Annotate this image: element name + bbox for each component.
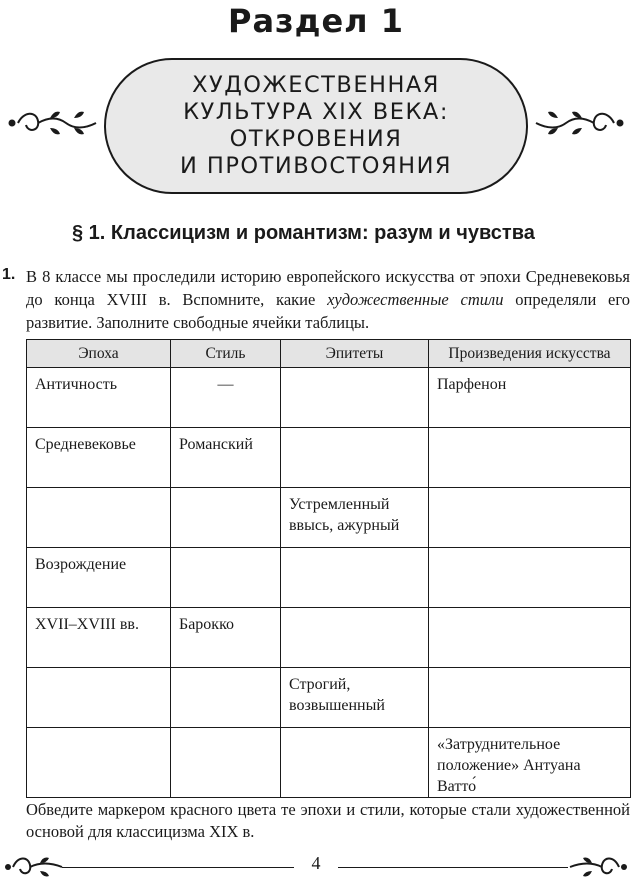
table-cell[interactable] [281,608,429,668]
table-row [27,428,631,488]
table-row [27,368,631,428]
table-cell[interactable] [429,668,631,728]
table-cell: Парфенон [429,368,631,428]
table-row [27,668,631,728]
task-text [26,265,630,334]
banner-line: ОТКРОВЕНИЯ [229,126,403,152]
header-style: Стиль [171,340,281,368]
banner-line: И ПРОТИВОСТОЯНИЯ [179,153,453,179]
ornament-left-icon [4,106,100,140]
page-number: 4 [311,853,321,873]
table-cell[interactable] [171,728,281,798]
table-cell[interactable] [429,428,631,488]
table-row [27,728,631,798]
header-epithets: Эпитеты [281,340,429,368]
banner-line: ХУДОЖЕСТВЕННАЯ [192,72,440,98]
table-cell: Античность [27,368,171,428]
table-row [27,548,631,608]
table-cell[interactable] [171,488,281,548]
table-cell[interactable] [429,488,631,548]
footer-ornament-right-icon [568,852,630,882]
table-cell[interactable] [171,548,281,608]
task-text-part: определяли его развитие. Заполните свободные ячейки таблицы. [26,290,630,332]
table-cell: — [171,368,281,428]
task-text-italic: художественные стили [327,290,504,309]
table-cell[interactable] [27,728,171,798]
header-era: Эпоха [27,340,171,368]
ornament-right-icon [532,106,628,140]
table-cell: Возрождение [27,548,171,608]
table-cell[interactable] [429,608,631,668]
footer-rule-right [338,867,568,868]
footer-ornament-left-icon [2,852,64,882]
table-cell: Средневековье [27,428,171,488]
table-row [27,488,631,548]
table-cell: Строгий, возвышенный [281,668,429,728]
table-cell: «Затруднительное положение» Антуана Ватто́ [429,728,631,798]
table-cell[interactable] [171,668,281,728]
table-header-row [27,340,631,368]
chapter-banner [104,58,528,194]
banner-line: КУЛЬТУРА XIX ВЕКА: [183,99,449,125]
paragraph-heading: § 1. Классицизм и романтизм: разум и чувства [72,222,535,244]
table-cell[interactable] [281,368,429,428]
task-text-part: В 8 классе мы проследили историю европейского искусства от эпохи Средневековья до конца XVIII в. Вспомните, какие [26,267,630,309]
table-cell[interactable] [281,548,429,608]
table-row [27,608,631,668]
table-cell[interactable] [27,668,171,728]
table-cell: Барокко [171,608,281,668]
footer-instruction: Обведите маркером красного цвета те эпохи и стили, которые стали художественной основой для классицизма XIX в. [26,800,630,841]
styles-table [26,339,631,798]
task-number: 1. [2,266,16,283]
table-cell[interactable] [281,428,429,488]
table-cell[interactable] [429,548,631,608]
table-cell[interactable] [281,728,429,798]
footer-rule-left [62,867,294,868]
table-cell: Устремленный ввысь, ажурный [281,488,429,548]
table-cell: Романский [171,428,281,488]
header-artworks: Произведения искусства [429,340,631,368]
table-cell[interactable] [27,488,171,548]
section-title: Раздел 1 [227,2,405,40]
table-cell: XVII–XVIII вв. [27,608,171,668]
